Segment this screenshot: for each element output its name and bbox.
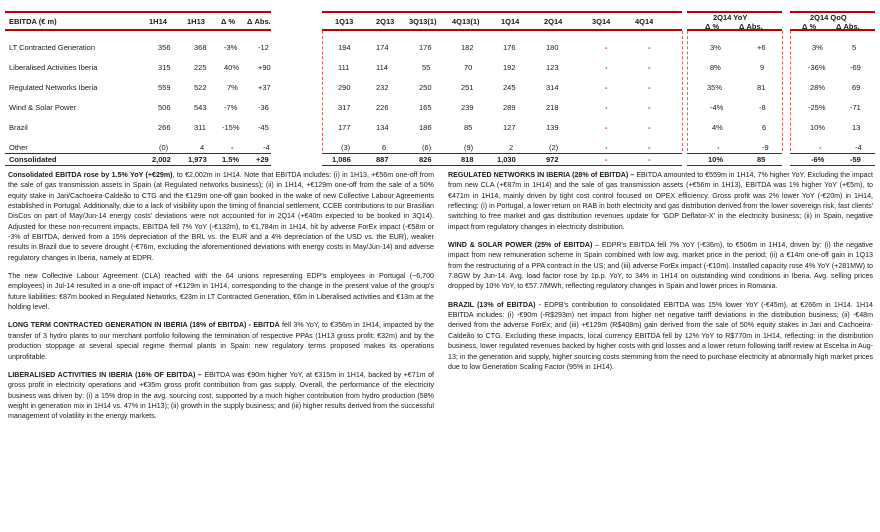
cell: 165	[419, 103, 432, 112]
cell: 1.5%	[222, 155, 240, 164]
table-row	[5, 58, 875, 78]
cell: -59	[850, 155, 861, 164]
cell: -	[605, 143, 608, 152]
cell: 55	[422, 63, 431, 72]
header-block-yoy	[687, 11, 782, 31]
cell: 10%	[810, 123, 826, 132]
paragraph-body: EBITDA was €90m higher YoY, at €315m in 1H14, backed by +€71m of gross profit in electricity operations and +€35m gross profit contribution from gas supply. Overall, the performance of the electricity business was driven by: (i) a 15% drop in the avg. sourcing cost, supported by a much higher contribution from hydro production (58% weight in generation mix in 1H14 vs. 47% in 1H13); (ii) growth in the supply business; and (iii) higher results derived from the successful management of volatility in the energy markets.	[8, 370, 435, 421]
cell: 245	[503, 83, 516, 92]
cell: -	[648, 63, 651, 72]
paragraph-liberalised	[8, 370, 434, 422]
paragraph-lt-contracted	[8, 320, 434, 361]
cell: 368	[194, 43, 207, 52]
total-block-yoy	[687, 153, 782, 166]
cell: 543	[194, 103, 207, 112]
paragraph-cla	[8, 271, 434, 312]
row-label: Regulated Networks Iberia	[9, 83, 98, 92]
cell: 13	[852, 123, 861, 132]
cell: -36%	[808, 63, 826, 72]
table-row	[5, 78, 875, 98]
cell: -	[648, 83, 651, 92]
cell: -6%	[811, 155, 825, 164]
cell: 506	[158, 103, 171, 112]
cell: 69	[852, 83, 861, 92]
cell: 1,086	[332, 155, 351, 164]
cell: 123	[546, 63, 559, 72]
cell: -	[648, 143, 651, 152]
cell: 887	[376, 155, 389, 164]
cell: -	[717, 143, 720, 152]
cell: 232	[376, 83, 389, 92]
cell: 311	[194, 123, 206, 132]
cell: -	[605, 63, 608, 72]
right-text-column	[448, 170, 873, 380]
paragraph-lead: BRAZIL (13% of EBITDA)	[448, 300, 536, 309]
paragraph-body: fell 3% YoY, to €356m in 1H14, impacted by the transfer of 3 hydro plants to our merchant portfolio following the termination of respective PPAs (1H13 gross profit: €32m) and by the production stoppage at several special regime thermal plants in Spain: new regulatory terms proposed makes its operations unprofitable.	[8, 321, 434, 361]
cell: (3)	[341, 143, 351, 152]
header-1h14: 1H14	[149, 17, 167, 26]
cell: 176	[503, 43, 516, 52]
cell: 40%	[224, 63, 240, 72]
cell: 6	[762, 123, 767, 132]
table-row	[5, 98, 875, 118]
cell: -71	[850, 103, 861, 112]
cell: 4%	[712, 123, 723, 132]
cell: -4	[855, 143, 862, 152]
cell: 3%	[812, 43, 823, 52]
header-yoy-pct: Δ %	[705, 22, 720, 31]
cell: 139	[546, 123, 559, 132]
table-row	[5, 118, 875, 138]
header-qoq-pct: Δ %	[802, 22, 817, 31]
cell: 4	[200, 143, 205, 152]
cell: 192	[503, 63, 516, 72]
row-label: Liberalised Activities Iberia	[9, 63, 98, 72]
header-1q14: 1Q14	[501, 17, 520, 26]
table-row-total	[5, 153, 875, 166]
cell: 5	[852, 43, 857, 52]
paragraph-brazil	[448, 300, 873, 372]
cell: 85	[464, 123, 473, 132]
cell: 317	[338, 103, 351, 112]
cell: 239	[461, 103, 474, 112]
paragraph-regulated-networks	[448, 170, 873, 232]
cell: +37	[258, 83, 271, 92]
cell: +29	[256, 155, 269, 164]
paragraph-body: The new Collective Labour Agreement (CLA) reached with the 64 unions representing EDP's employees in Portugal (~6,700 employees) in Jul-14 resulted in a one-off impact of +€129m in 1H14, corresponding to the change in the present value of the group's future liabilities: €87m booked in Regulated Networks, €23m in LT Contracted Generation, €6m in Liberalised activities and €13m at the holding level.	[8, 272, 434, 312]
cell: 250	[419, 83, 432, 92]
left-text-column	[8, 170, 434, 430]
cell: (0)	[159, 143, 169, 152]
cell: -	[231, 143, 234, 152]
cell: 972	[546, 155, 559, 164]
cell: -	[648, 155, 651, 164]
header-qoq-title: 2Q14 QoQ	[810, 13, 847, 22]
cell: 9	[760, 63, 765, 72]
paragraph-body: , to €2,002m in 1H14. Note that EBITDA includes: (i) in 1H13, +€56m one-off from the sale of gas transmission assets in Spain (at Regulated networks business); (ii) in 1H14, +€129m one-off from the sale of a 50% equity stake in Jari/Cachoeira-Caldeão to CTG and the €129m one-off gain booked in the wake of new Collective Labour Agreements established in Portugal. Additionally, due to a lack of visibility upon the timing of financial settlement, CCEE contributions to our Brasilian DisCos on part of May/Jun-14 energy costs' deviations were not accounted for in 2Q14 (+€40m expected to be booked in 3Q14). Adjusted for these non-recurrent impacts, EBITDA fell 7% YoY (-€132m), to €1,784m in 1H14, hit by adverse ForEx impact (-€58m or -3% of EBITDA, derived from a 15% depreciation of the BRL vs. the EUR and a 4% depreciation of the USD vs. the EUR), weaker results in Brazil due to severe drought (-€76m, excluding the aforementioned deviations with energy costs in May/Jun-14) and adverse regulatory changes in Iberia, namely at EDPR.	[8, 171, 434, 262]
header-4q13: 4Q13(1)	[452, 17, 480, 26]
cell: -15%	[222, 123, 240, 132]
cell: -12	[258, 43, 269, 52]
cell: 251	[461, 83, 474, 92]
cell: -25%	[808, 103, 826, 112]
cell: -	[605, 155, 608, 164]
cell: 3%	[710, 43, 721, 52]
cell: 8%	[710, 63, 721, 72]
cell: 225	[194, 63, 207, 72]
paragraph-body: – EDPR's EBITDA fell 7% YoY (-€36m), to €506m in 1H14, driven by: (i) the negative impact from new remuneration scheme in Spain combined with low avg. market price in the period; (ii) a €14m one-off gain in 1Q13 from the restructuring of a PPA contract in the US; and (iii) adverse ForEx impact (-€10m). Installed capacity rose 4% YoY (+281MW) to 7.8GW by Jun-14. Avg. load factor rose by 1p.p. YoY, to 34% in 1H14 on outstanding wind conditions in Iberia. Avg. selling prices dropped by 10% YoY, to €57.7/MWh, reflecting regulatory changes in Spain and lower prices in Romania.	[448, 241, 873, 291]
cell: 315	[158, 63, 171, 72]
cell: 134	[376, 123, 389, 132]
header-qoq-abs: Δ Abs.	[836, 22, 860, 31]
cell: +6	[757, 43, 766, 52]
header-delta-pct: Δ %	[221, 17, 236, 26]
cell: 111	[338, 63, 350, 72]
cell: 218	[546, 103, 559, 112]
cell: 7%	[227, 83, 238, 92]
cell: -	[605, 103, 608, 112]
cell: -	[819, 143, 822, 152]
cell: 127	[503, 123, 516, 132]
cell: 174	[376, 43, 389, 52]
cell: 28%	[810, 83, 826, 92]
paragraph-lead: LONG TERM CONTRACTED GENERATION IN IBERIA (18% of EBITDA) - EBITDA	[8, 321, 280, 330]
cell: -	[605, 83, 608, 92]
cell: 2	[509, 143, 514, 152]
row-label: Consolidated	[9, 155, 57, 164]
cell: 81	[757, 83, 766, 92]
header-yoy-abs: Δ Abs.	[739, 22, 763, 31]
paragraph-wind-solar	[448, 240, 873, 292]
header-1q13: 1Q13	[335, 17, 354, 26]
cell: 559	[158, 83, 171, 92]
row-label: Wind & Solar Power	[9, 103, 77, 112]
cell: 177	[338, 123, 351, 132]
cell: -8	[759, 103, 766, 112]
cell: -	[648, 43, 651, 52]
header-block-quarters	[322, 11, 682, 31]
cell: -45	[258, 123, 269, 132]
cell: -36	[258, 103, 269, 112]
row-label: Brazil	[9, 123, 28, 132]
cell: -3%	[224, 43, 238, 52]
cell: 266	[158, 123, 171, 132]
total-block-qoq	[790, 153, 875, 166]
header-1h13: 1H13	[187, 17, 205, 26]
cell: 818	[461, 155, 474, 164]
header-3q13: 3Q13(1)	[409, 17, 437, 26]
cell: 290	[338, 83, 351, 92]
header-block-qoq	[790, 11, 875, 31]
cell: 1,973	[188, 155, 207, 164]
header-block-h1	[5, 11, 271, 31]
header-2q14: 2Q14	[544, 17, 563, 26]
cell: -69	[850, 63, 861, 72]
cell: 176	[419, 43, 432, 52]
header-delta-abs: Δ Abs.	[247, 17, 271, 26]
paragraph-body: - EDPB's contribution to consolidated EBITDA was 15% lower YoY (-€45m), at €266m in 1H14. 1H14 EBITDA includes: (i) -€90m (-R$293m) net impact from higher net negative tariff deviations in the distribution business; (ii) -€48m derived from the adverse ForEx; and (iii) +€129m (R$408m) gain derived from the sale of 50% equity stakes in Jari and Cachoeira-Caldeão to CTG. Excluding these impacts, local currency EBITDA fell by 12% YoY to R$770m in 1H14, reflecting: in the distribution business, lower regulated revenues backed by higher costs with grid losses and a lower return following tariff review at Escelsa in Aug-13; in the generation and supply, higher sourcing costs stemming from the need to purchase electricity at abnormally high market prices due to low Generation Scaling Factor (95% in 1H14).	[448, 300, 873, 371]
cell: -	[605, 123, 608, 132]
cell: -7%	[224, 103, 238, 112]
row-label: LT Contracted Generation	[9, 43, 96, 52]
cell: 826	[419, 155, 432, 164]
cell: 194	[338, 43, 351, 52]
cell: +90	[258, 63, 271, 72]
header-4q14: 4Q14	[635, 17, 654, 26]
cell: 114	[376, 63, 388, 72]
cell: 289	[503, 103, 516, 112]
cell: 10%	[708, 155, 724, 164]
cell: 226	[376, 103, 389, 112]
cell: -9	[762, 143, 769, 152]
cell: (6)	[422, 143, 432, 152]
cell: 186	[419, 123, 432, 132]
cell: 6	[382, 143, 387, 152]
paragraph-lead: REGULATED NETWORKS IN IBERIA (28% of EBITDA) –	[448, 171, 635, 179]
paragraph-lead: WIND & SOLAR POWER (25% of EBITDA)	[448, 241, 593, 250]
cell: -	[648, 123, 651, 132]
header-label: EBITDA (€ m)	[9, 17, 57, 26]
header-3q14: 3Q14	[592, 17, 611, 26]
cell: 180	[546, 43, 559, 52]
paragraph-consolidated	[8, 170, 434, 263]
header-2q13: 2Q13	[376, 17, 395, 26]
cell: 35%	[707, 83, 723, 92]
cell: 2,002	[152, 155, 171, 164]
cell: 1,030	[497, 155, 516, 164]
paragraph-lead: Consolidated EBITDA rose by 1.5% YoY (+€29m)	[8, 171, 173, 179]
cell: (9)	[464, 143, 474, 152]
cell: -	[605, 43, 608, 52]
cell: -4%	[710, 103, 724, 112]
cell: -4	[263, 143, 270, 152]
header-yoy-title: 2Q14 YoY	[713, 13, 748, 22]
table-row	[5, 38, 875, 58]
cell: 522	[194, 83, 207, 92]
cell: 182	[461, 43, 474, 52]
cell: (2)	[549, 143, 559, 152]
cell: 85	[757, 155, 766, 164]
paragraph-body: EBITDA amounted to €559m in 1H14, 7% higher YoY. Excluding the impact from new CLA (+€87m in 1H14) and the sale of gas transmission assets (+€56m in 1H13), EBITDA was 1% higher YoY (+€5m), to €471m in 1H14, mainly driven by tight cost control focused on OPEX efficiency. Gross profit was 2% lower YoY (-€20m) in 1H14, reflecting: (i) in Portugal, a lower return on RAB in both electricity and gas distribution derived from the lower sovereign risk, fast clients' switching to free market and gas distribution revenues update for 'GDP Deflator-X' in the electricity business; (ii) in Spain, negative impact from regulatory changes in electricity distribution.	[448, 171, 874, 231]
cell: 356	[158, 43, 171, 52]
row-label: Other	[9, 143, 28, 152]
cell: -	[648, 103, 651, 112]
cell: 314	[546, 83, 559, 92]
paragraph-lead: LIBERALISED ACTIVITIES IN IBERIA (16% OF EBITDA) –	[8, 370, 202, 379]
cell: 70	[464, 63, 473, 72]
